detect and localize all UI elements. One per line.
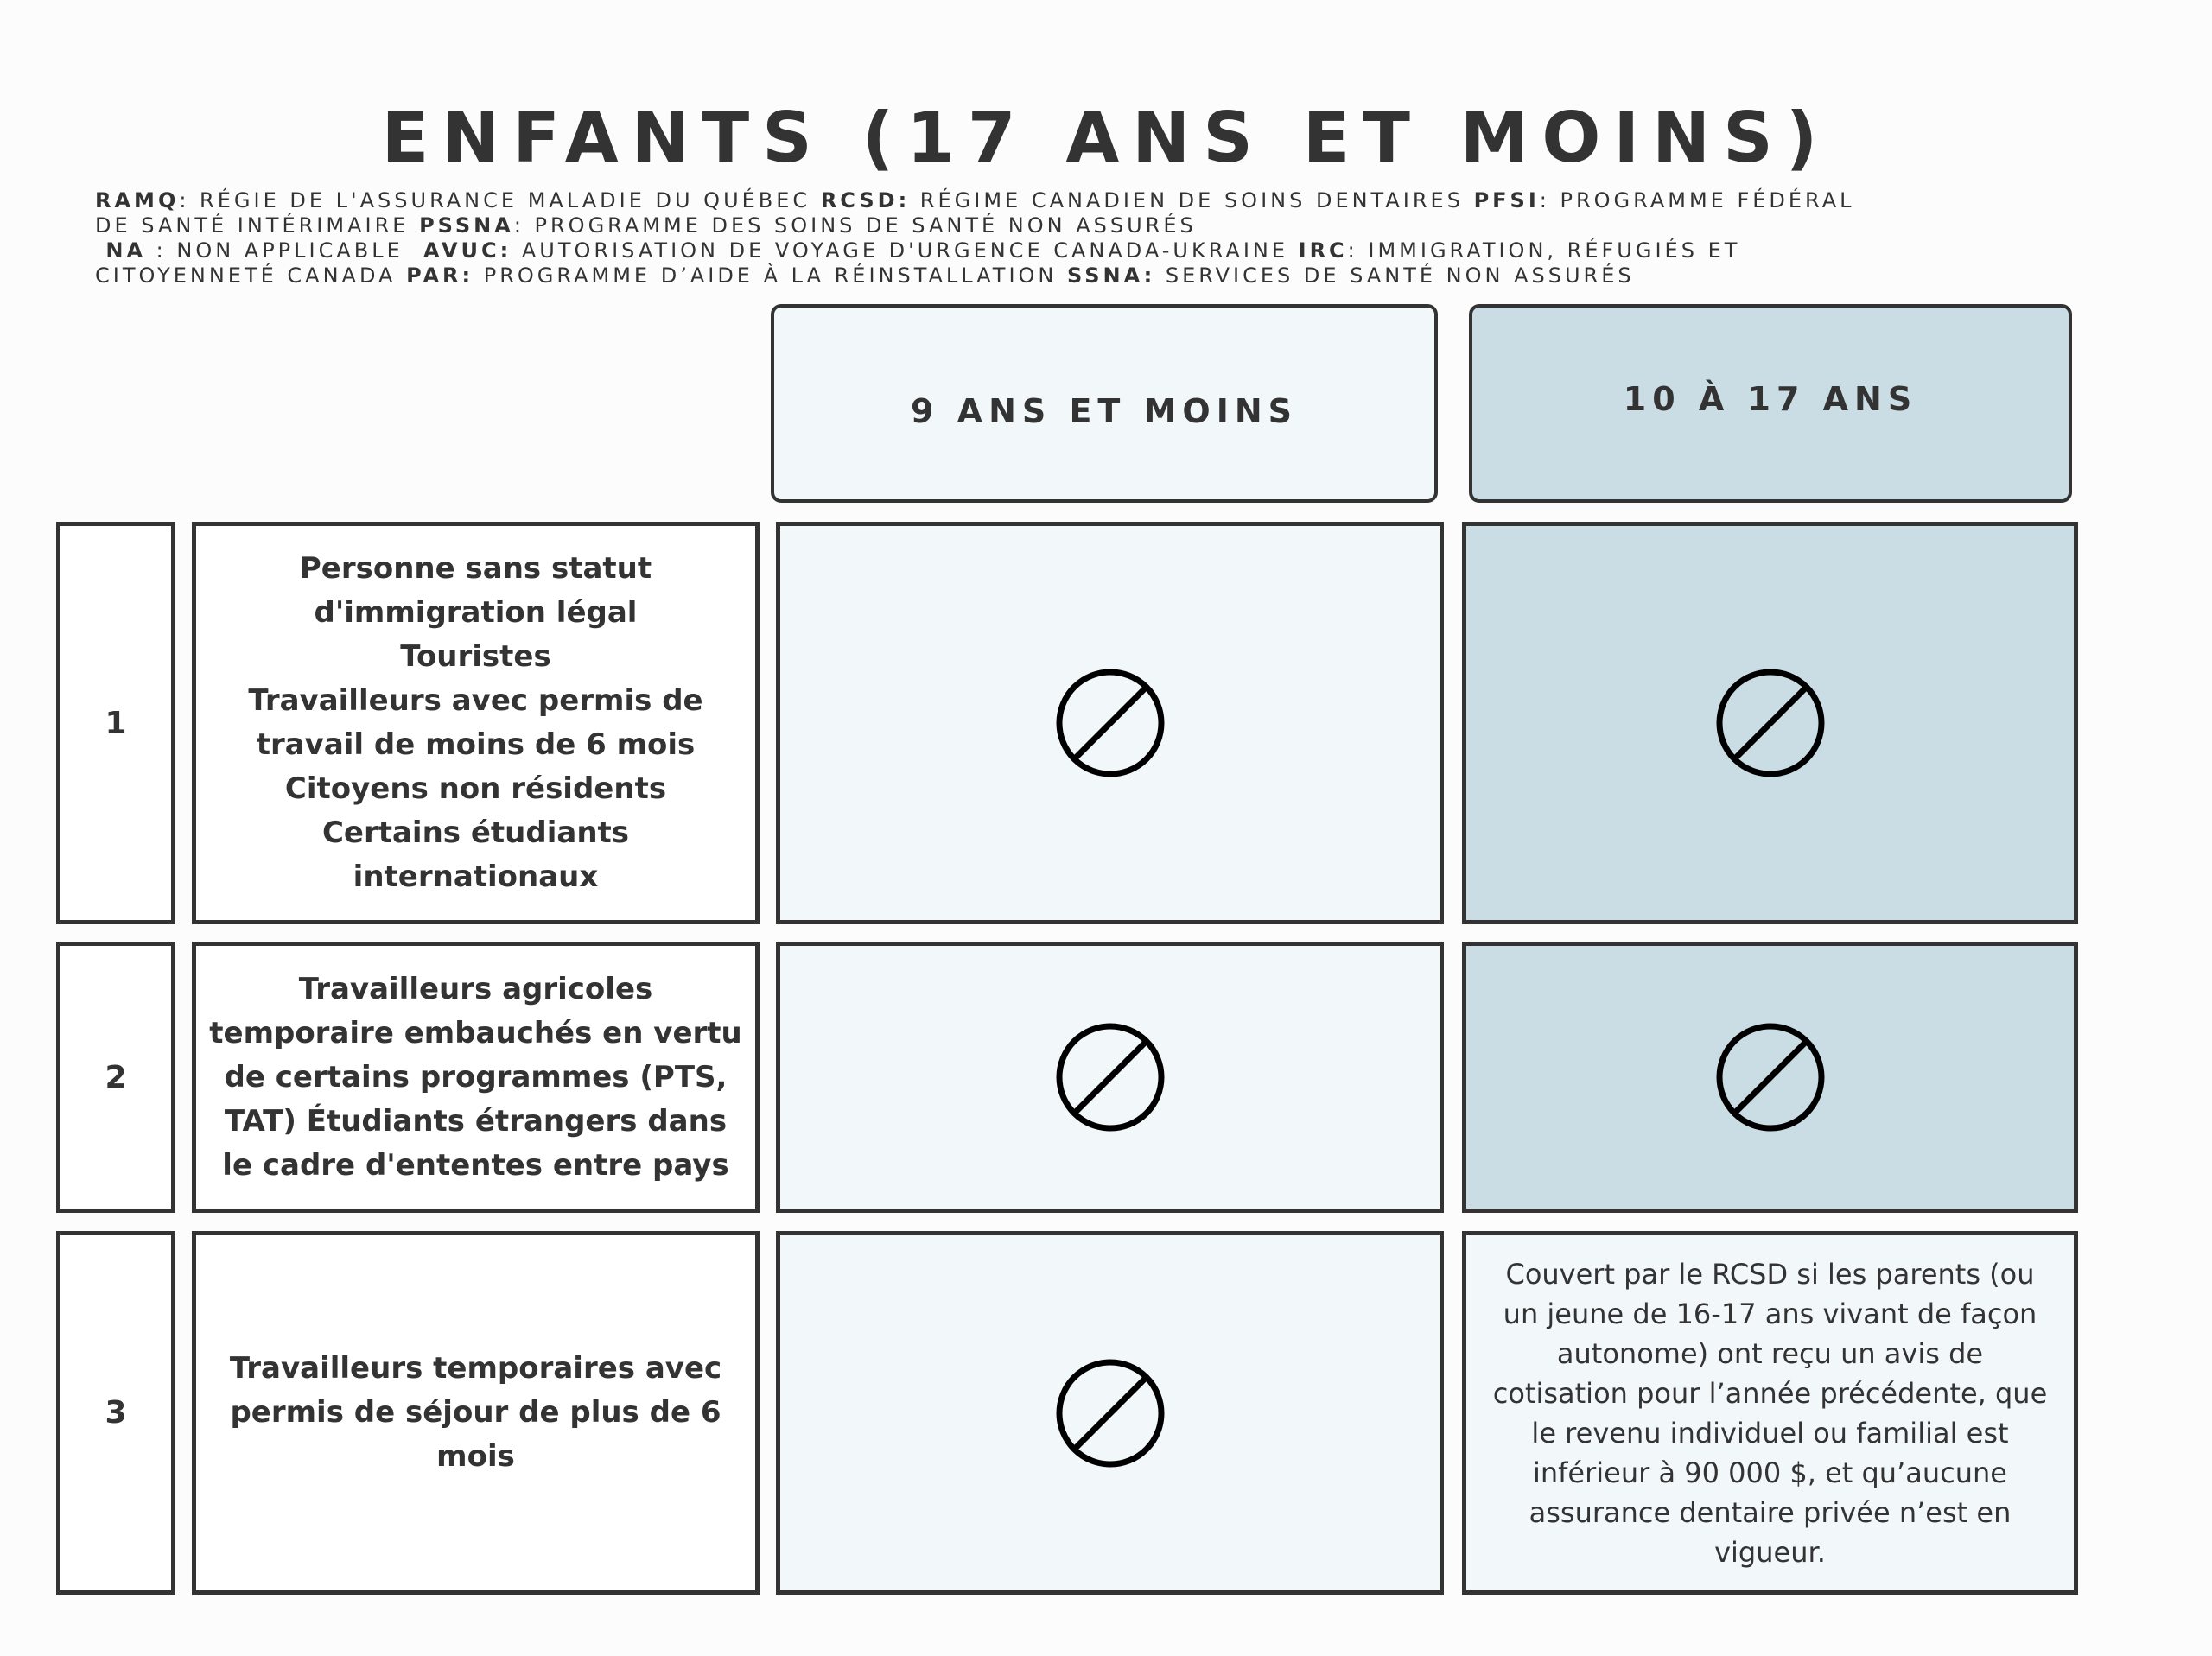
description-line: travail de moins de 6 mois (256, 727, 696, 762)
note-line: inférieur à 90 000 $, et qu’aucune (1532, 1456, 2007, 1489)
legend-abbr-par: PAR: (406, 263, 474, 288)
column-header-9-and-under: 9 ANS ET MOINS (771, 304, 1438, 503)
cell-10-to-17 (1462, 942, 2078, 1213)
note-line: Couvert par le RCSD si les parents (ou (1505, 1257, 2035, 1291)
description-line: Travailleurs agricoles (298, 971, 653, 1006)
cell-9-and-under (776, 1231, 1444, 1595)
row-description (192, 1231, 760, 1595)
cell-9-and-under (776, 522, 1444, 924)
legend-text-ssna: SERVICES DE SANTÉ NON ASSURÉS (1155, 263, 1635, 288)
legend-line-2 (95, 213, 2134, 238)
note-line: assurance dentaire privée n’est en (1529, 1495, 2012, 1529)
legend-line-3 (95, 238, 2134, 263)
legend-abbr-pssna: PSSNA (419, 213, 514, 238)
description-line: d'immigration légal (314, 595, 638, 630)
legend-text-pfsi-2: DE SANTÉ INTÉRIMAIRE (95, 213, 420, 238)
legend-abbr-pfsi: PFSI (1473, 188, 1540, 213)
legend-text-rcsd: RÉGIME CANADIEN DE SOINS DENTAIRES (910, 188, 1474, 213)
note-line: autonome) ont reçu un avis de (1556, 1336, 1984, 1370)
description-line: internationaux (353, 860, 599, 894)
legend-text-pssna: : PROGRAMME DES SOINS DE SANTÉ NON ASSURÉS (513, 213, 1197, 238)
legend-abbr-avuc: AVUC: (423, 238, 512, 263)
description-line: de certains programmes (PTS, (224, 1059, 728, 1094)
legend-line-1 (95, 188, 2134, 213)
legend-line-4 (95, 263, 2134, 289)
legend-text-avuc: AUTORISATION DE VOYAGE D'URGENCE CANADA-UKRAINE (512, 238, 1299, 263)
prohibited-icon (1054, 1357, 1166, 1469)
description-line: TAT) Étudiants étrangers dans (224, 1103, 728, 1139)
note-line: un jeune de 16-17 ans vivant de façon (1503, 1297, 2037, 1330)
description-line: mois (436, 1439, 515, 1474)
cell-10-to-17 (1462, 522, 2078, 924)
row-description-text (209, 968, 741, 1188)
page-title: ENFANTS (17 ANS ET MOINS) (381, 98, 1831, 178)
legend-abbr-irc: IRC (1298, 238, 1348, 263)
legend-abbr-ramq: RAMQ (95, 188, 180, 213)
legend-text-na: : NON APPLICABLE (146, 238, 424, 263)
cell-9-and-under (776, 942, 1444, 1213)
note-line: vigueur. (1714, 1535, 1826, 1569)
description-line: Personne sans statut (299, 551, 652, 586)
legend-text-irc-2: CITOYENNETÉ CANADA (95, 263, 407, 288)
row-description (192, 942, 760, 1213)
description-line: Certains étudiants (321, 815, 630, 850)
row-description (192, 522, 760, 924)
prohibited-icon (1054, 1021, 1166, 1133)
prohibited-icon (1714, 1021, 1827, 1133)
description-line: le cadre d'ententes entre pays (222, 1147, 729, 1183)
description-line: Travailleurs temporaires avec (229, 1351, 722, 1386)
description-line: Citoyens non résidents (284, 771, 667, 806)
row-description-text (248, 547, 702, 899)
row-description-text (230, 1347, 721, 1479)
description-line: permis de séjour de plus de 6 (230, 1395, 721, 1430)
coverage-note-text (1493, 1254, 2048, 1572)
legend-text-ramq: : RÉGIE DE L'ASSURANCE MALADIE DU QUÉBEC (179, 188, 821, 213)
note-line: cotisation pour l’année précédente, que (1492, 1376, 2048, 1410)
prohibited-icon (1054, 667, 1166, 779)
note-line: le revenu individuel ou familial est (1531, 1416, 2009, 1450)
abbreviation-legend (95, 188, 2134, 289)
legend-abbr-ssna: SSNA: (1067, 263, 1156, 288)
legend-text-pfsi-1: : PROGRAMME FÉDÉRAL (1539, 188, 1855, 213)
legend-abbr-na: NA (95, 238, 147, 263)
row-number: 1 (56, 522, 175, 924)
row-number: 2 (56, 942, 175, 1213)
description-line: Travailleurs avec permis de (248, 683, 703, 718)
column-header-10-to-17: 10 À 17 ANS (1469, 304, 2072, 503)
prohibited-icon (1714, 667, 1827, 779)
description-line: Touristes (400, 639, 551, 674)
description-line: temporaire embauchés en vertu (209, 1015, 742, 1050)
legend-abbr-rcsd: RCSD: (820, 188, 911, 213)
cell-10-to-17-coverage-note (1462, 1231, 2078, 1595)
legend-text-irc-1: : IMMIGRATION, RÉFUGIÉS ET (1347, 238, 1741, 263)
row-number: 3 (56, 1231, 175, 1595)
legend-text-par: PROGRAMME D’AIDE À LA RÉINSTALLATION (474, 263, 1067, 288)
